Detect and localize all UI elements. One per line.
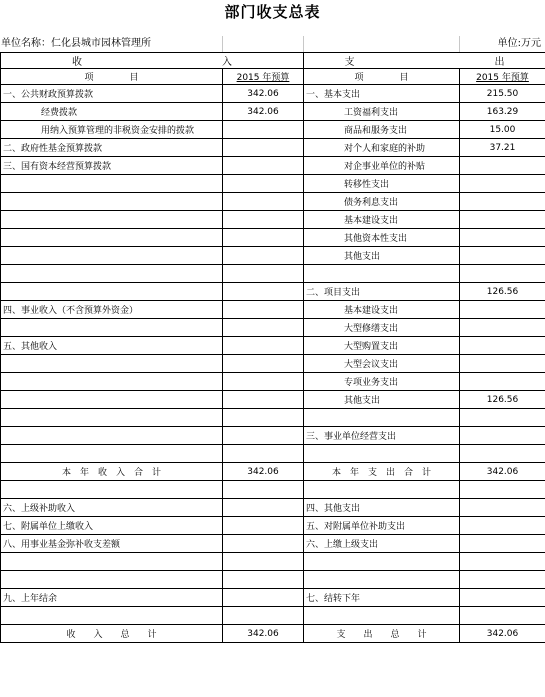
expense-amount-cell	[460, 175, 545, 193]
table-row	[1, 265, 545, 283]
expense-item-cell: 其他资本性支出	[304, 229, 460, 247]
table-header-row	[1, 53, 545, 69]
table-row	[1, 535, 545, 553]
expense-amount-cell: 126.56	[460, 283, 545, 301]
income-item-cell: 本 年 收 入 合 计	[1, 463, 223, 481]
income-amount-cell	[223, 355, 304, 373]
expense-item-cell: 工资福利支出	[304, 103, 460, 121]
expense-item-cell: 四、其他支出	[304, 499, 460, 517]
expense-item-cell	[304, 553, 460, 571]
income-amount-cell	[223, 589, 304, 607]
income-amount-cell	[223, 373, 304, 391]
table-row	[1, 139, 545, 157]
income-item-cell: 七、附属单位上缴收入	[1, 517, 223, 535]
expense-amount-cell	[460, 373, 545, 391]
expense-item-cell: 本 年 支 出 合 计	[304, 463, 460, 481]
income-amount-cell	[223, 409, 304, 427]
expense-amount-cell	[460, 607, 545, 625]
expense-amount-cell: 342.06	[460, 463, 545, 481]
expense-amount-cell	[460, 535, 545, 553]
table-row	[1, 625, 545, 643]
income-amount-cell: 342.06	[223, 625, 304, 643]
expense-amount-cell	[460, 517, 545, 535]
expense-item-cell: 大型会议支出	[304, 355, 460, 373]
expense-item-cell: 五、对附属单位补助支出	[304, 517, 460, 535]
expense-item-cell	[304, 481, 460, 499]
expense-item-cell: 基本建设支出	[304, 301, 460, 319]
table-row	[1, 499, 545, 517]
table-row	[1, 283, 545, 301]
income-item-cell	[1, 445, 223, 463]
table-row	[1, 319, 545, 337]
expense-year-header: 2015 年预算	[460, 69, 545, 85]
expense-amount-cell	[460, 301, 545, 319]
income-amount-cell	[223, 175, 304, 193]
expense-item-cell	[304, 445, 460, 463]
expense-amount-cell: 342.06	[460, 625, 545, 643]
income-amount-cell	[223, 193, 304, 211]
income-amount-cell	[223, 121, 304, 139]
income-amount-cell: 342.06	[223, 463, 304, 481]
table-row	[1, 229, 545, 247]
expense-item-cell: 三、事业单位经营支出	[304, 427, 460, 445]
expense-amount-cell: 37.21	[460, 139, 545, 157]
income-item-cell: 经费拨款	[1, 103, 223, 121]
income-item-cell	[1, 175, 223, 193]
table-row	[1, 517, 545, 535]
unit-info-row	[0, 36, 545, 52]
table-row	[1, 607, 545, 625]
income-item-cell	[1, 481, 223, 499]
income-amount-cell	[223, 247, 304, 265]
table-row	[1, 121, 545, 139]
table-row	[1, 463, 545, 481]
income-header: 收 入	[1, 53, 304, 69]
income-item-cell	[1, 391, 223, 409]
expense-item-cell: 大型购置支出	[304, 337, 460, 355]
table-row	[1, 337, 545, 355]
income-amount-cell	[223, 553, 304, 571]
table-subheader-row	[1, 69, 545, 85]
table-body	[1, 53, 545, 643]
table-row	[1, 175, 545, 193]
income-amount-cell	[223, 229, 304, 247]
expense-item-cell: 一、基本支出	[304, 85, 460, 103]
income-year-header: 2015 年预算	[223, 69, 304, 85]
table-row	[1, 301, 545, 319]
income-amount-cell	[223, 301, 304, 319]
income-item-cell	[1, 265, 223, 283]
expense-amount-cell	[460, 229, 545, 247]
expense-item-cell: 七、结转下年	[304, 589, 460, 607]
expense-amount-cell: 126.56	[460, 391, 545, 409]
expense-amount-cell	[460, 319, 545, 337]
expense-item-cell	[304, 409, 460, 427]
expense-amount-cell	[460, 193, 545, 211]
table-row	[1, 589, 545, 607]
income-item-cell: 三、国有资本经营预算拨款	[1, 157, 223, 175]
expense-item-cell	[304, 571, 460, 589]
table-row	[1, 157, 545, 175]
budget-table	[0, 52, 545, 643]
income-item-cell	[1, 229, 223, 247]
expense-item-cell: 二、项目支出	[304, 283, 460, 301]
expense-amount-cell	[460, 265, 545, 283]
income-item-cell	[1, 211, 223, 229]
income-amount-cell	[223, 157, 304, 175]
expense-amount-cell	[460, 247, 545, 265]
income-amount-cell: 342.06	[223, 103, 304, 121]
income-item-cell: 六、上级补助收入	[1, 499, 223, 517]
gridline	[459, 36, 460, 52]
income-amount-cell	[223, 391, 304, 409]
expense-item-cell: 对个人和家庭的补助	[304, 139, 460, 157]
table-row	[1, 85, 545, 103]
expense-amount-cell	[460, 589, 545, 607]
gridline	[222, 36, 223, 52]
expense-amount-cell	[460, 553, 545, 571]
expense-item-cell: 其他支出	[304, 391, 460, 409]
income-amount-cell	[223, 283, 304, 301]
expense-amount-cell	[460, 337, 545, 355]
expense-item-cell: 债务利息支出	[304, 193, 460, 211]
expense-item-cell: 支 出 总 计	[304, 625, 460, 643]
income-item-cell: 一、公共财政预算拨款	[1, 85, 223, 103]
income-amount-cell	[223, 211, 304, 229]
income-item-cell: 五、其他收入	[1, 337, 223, 355]
table-row	[1, 553, 545, 571]
table-row	[1, 481, 545, 499]
income-item-cell	[1, 283, 223, 301]
income-amount-cell	[223, 265, 304, 283]
expense-item-cell: 商品和服务支出	[304, 121, 460, 139]
expense-amount-cell	[460, 211, 545, 229]
table-row	[1, 427, 545, 445]
income-amount-cell	[223, 535, 304, 553]
expense-item-cell: 大型修缮支出	[304, 319, 460, 337]
table-row	[1, 373, 545, 391]
income-amount-cell	[223, 481, 304, 499]
income-item-cell: 收 入 总 计	[1, 625, 223, 643]
expense-header: 支 出	[304, 53, 545, 69]
income-item-cell	[1, 427, 223, 445]
expense-amount-cell: 215.50	[460, 85, 545, 103]
unit-name: 单位名称：仁化县城市园林管理所	[1, 38, 151, 49]
expense-amount-cell: 163.29	[460, 103, 545, 121]
expense-item-cell: 基本建设支出	[304, 211, 460, 229]
income-amount-cell	[223, 517, 304, 535]
table-row	[1, 247, 545, 265]
income-item-cell	[1, 409, 223, 427]
income-item-cell	[1, 553, 223, 571]
income-amount-cell	[223, 337, 304, 355]
table-row	[1, 193, 545, 211]
expense-item-cell	[304, 265, 460, 283]
expense-item-cell: 转移性支出	[304, 175, 460, 193]
page-title: 部门收支总表	[224, 3, 321, 21]
unit-measure: 单位:万元	[497, 38, 541, 49]
income-item-cell: 二、政府性基金预算拨款	[1, 139, 223, 157]
income-item-cell	[1, 607, 223, 625]
table-row	[1, 355, 545, 373]
income-amount-cell	[223, 139, 304, 157]
income-amount-cell	[223, 319, 304, 337]
income-amount-cell: 342.06	[223, 85, 304, 103]
expense-amount-cell	[460, 571, 545, 589]
income-amount-cell	[223, 607, 304, 625]
expense-item-header: 项 目	[304, 69, 460, 85]
income-amount-cell	[223, 571, 304, 589]
expense-amount-cell	[460, 445, 545, 463]
expense-amount-cell	[460, 499, 545, 517]
expense-item-cell	[304, 607, 460, 625]
table-row	[1, 211, 545, 229]
expense-amount-cell	[460, 157, 545, 175]
expense-item-cell: 六、上缴上级支出	[304, 535, 460, 553]
expense-amount-cell	[460, 409, 545, 427]
income-amount-cell	[223, 499, 304, 517]
table-row	[1, 409, 545, 427]
expense-amount-cell	[460, 481, 545, 499]
expense-item-cell: 对企事业单位的补贴	[304, 157, 460, 175]
income-item-cell	[1, 571, 223, 589]
gridline	[303, 36, 304, 52]
income-item-cell	[1, 193, 223, 211]
income-item-header: 项 目	[1, 69, 223, 85]
income-amount-cell	[223, 427, 304, 445]
expense-item-cell: 专项业务支出	[304, 373, 460, 391]
expense-amount-cell	[460, 355, 545, 373]
expense-amount-cell	[460, 427, 545, 445]
income-amount-cell	[223, 445, 304, 463]
income-item-cell: 九、上年结余	[1, 589, 223, 607]
income-item-cell: 四、事业收入（不含预算外资金）	[1, 301, 223, 319]
table-row	[1, 571, 545, 589]
income-item-cell	[1, 247, 223, 265]
income-item-cell	[1, 355, 223, 373]
table-row	[1, 103, 545, 121]
income-item-cell: 八、用事业基金弥补收支差额	[1, 535, 223, 553]
income-item-cell	[1, 373, 223, 391]
expense-amount-cell: 15.00	[460, 121, 545, 139]
table-row	[1, 391, 545, 409]
expense-item-cell: 其他支出	[304, 247, 460, 265]
table-row	[1, 445, 545, 463]
income-item-cell	[1, 319, 223, 337]
income-item-cell: 用纳入预算管理的非税资金安排的拨款	[1, 121, 223, 139]
